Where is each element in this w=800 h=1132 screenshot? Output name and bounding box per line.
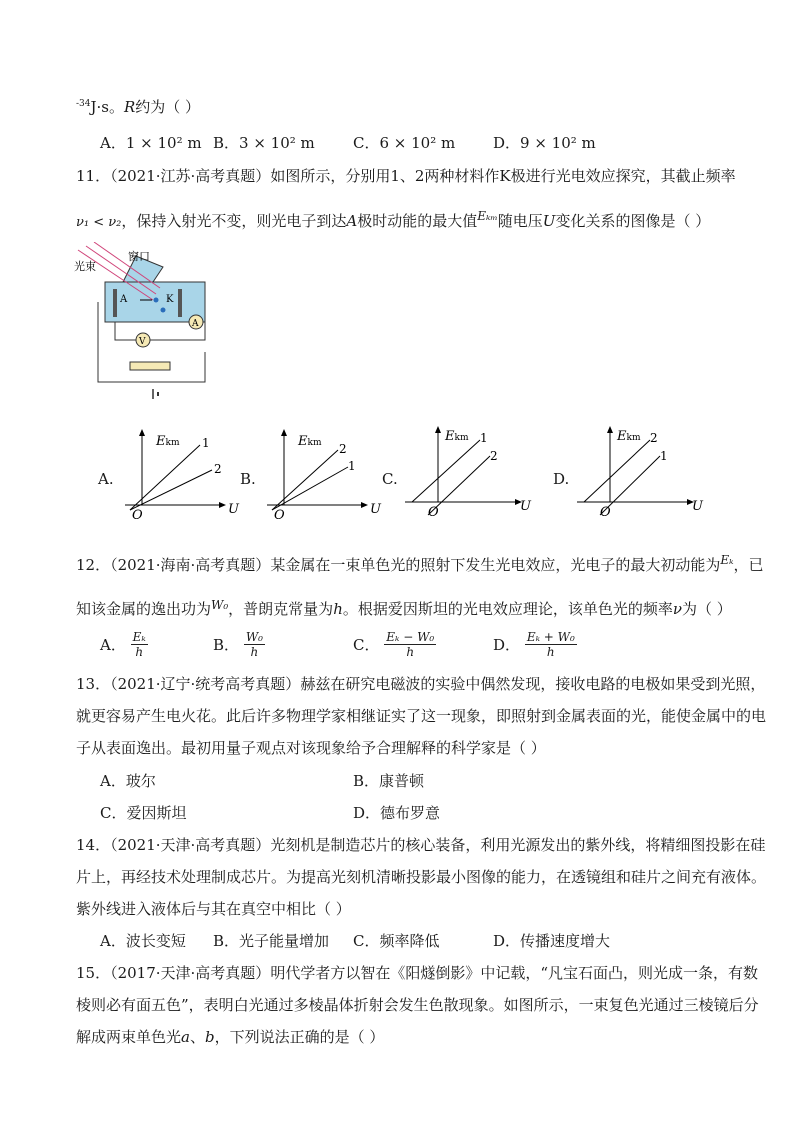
denominator: h	[135, 645, 144, 659]
line-label-bottom: 2	[214, 462, 222, 476]
option-text: 1 × 10² m	[125, 134, 202, 152]
window-label: 窗口	[128, 250, 150, 263]
option-label: B．	[213, 636, 240, 654]
question-source: （2017·天津·高考真题）	[110, 964, 271, 982]
option-text: 光子能量增加	[239, 932, 330, 950]
q14-line3: 紫外线进入液体后与其在真空中相比（ ）	[76, 900, 351, 918]
fraction	[384, 630, 436, 659]
y-label: Ekm	[617, 429, 641, 444]
q13-line3: 子从表面逸出。最初用量子观点对该现象给予合理解释的科学家是（ ）	[76, 739, 546, 757]
line-2	[584, 440, 650, 502]
question-text: 知该金属的逸出功为	[76, 600, 212, 618]
q13-option-b[interactable]	[353, 770, 424, 791]
line-label-bottom: 1	[348, 459, 356, 473]
var-ekm: Eₖₘ	[477, 209, 498, 223]
var-ek: Eₖ	[720, 553, 734, 567]
nu-inequality: ν₁ < ν₂	[76, 215, 122, 230]
q11-option-d-label[interactable]: D.	[553, 470, 570, 488]
fraction	[525, 630, 577, 659]
numerator: Eₖ + W₀	[526, 630, 575, 644]
q15-line3	[76, 1026, 384, 1047]
line-label-bottom: 1	[660, 449, 668, 463]
q15-line1	[76, 962, 758, 983]
option-text: 9 × 10² m	[520, 134, 596, 152]
x-label: U	[692, 499, 703, 514]
q11-line1	[76, 165, 736, 186]
origin-label: O	[428, 505, 439, 520]
q13-line2: 就更容易产生电火花。此后许多物理学家相继证实了这一现象，即照射到金属表面的光，能使金属中的电	[76, 707, 767, 725]
separator: 、	[189, 1028, 205, 1046]
anode-plate	[113, 289, 117, 317]
q14-line2: 片上，再经技术处理制成芯片。为提高光刻机清晰投影最小图像的能力，在透镜组和硅片之间充有液体。	[76, 868, 767, 886]
electron	[161, 308, 166, 313]
denominator: h	[250, 645, 259, 659]
y-label: Ekm	[445, 429, 469, 444]
q12-option-c[interactable]	[353, 630, 436, 659]
q14-option-c[interactable]	[353, 930, 440, 951]
var-a: A	[346, 212, 358, 230]
question-number: 11．	[76, 167, 111, 185]
option-label: C．	[353, 134, 380, 152]
option-label: A．	[100, 134, 126, 152]
var-h: h	[333, 600, 343, 618]
option-text: 波长变短	[125, 932, 186, 950]
option-label: B．	[213, 932, 240, 950]
x-label: U	[520, 499, 531, 514]
var-a: a	[181, 1028, 190, 1046]
option-text: 康普顿	[379, 772, 425, 790]
question-text: 如图所示，分别用1、2两种材料作K极进行光电效应探究，其截止频率	[270, 167, 736, 185]
question-number: 14．	[76, 836, 111, 854]
option-label: B．	[353, 772, 380, 790]
q10-option-b[interactable]	[213, 132, 315, 153]
option-text: 频率降低	[379, 932, 440, 950]
numerator: W₀	[245, 630, 263, 644]
q11-line2	[76, 209, 710, 231]
q13-line1	[76, 673, 765, 694]
line-label-top: 2	[650, 431, 658, 445]
q13-option-d[interactable]	[353, 802, 440, 823]
line-label-top: 1	[202, 436, 210, 450]
var-w0: W₀	[211, 598, 229, 612]
question-text: ，下列说法正确的是（ ）	[214, 1028, 385, 1046]
cathode-plate	[178, 289, 182, 317]
line-label-top: 1	[480, 431, 488, 445]
question-text: 极时动能的最大值	[357, 212, 478, 230]
light-beam-label: 光束	[74, 260, 96, 273]
origin-label: O	[132, 508, 143, 520]
option-label: D．	[493, 134, 521, 152]
q13-option-c[interactable]	[100, 802, 187, 823]
numerator: Eₖ − W₀	[386, 630, 435, 644]
option-label: C．	[353, 932, 380, 950]
option-label: D．	[353, 804, 381, 822]
option-label: A．	[100, 772, 126, 790]
option-text: 3 × 10² m	[239, 134, 315, 152]
question-text: 解成两束单色光	[76, 1028, 182, 1046]
rheostat	[130, 362, 170, 370]
line-label-top: 2	[339, 442, 347, 456]
x-arrow	[219, 502, 226, 508]
line-2	[272, 450, 338, 510]
q14-line1	[76, 834, 765, 855]
option-label: B．	[213, 134, 240, 152]
q12-option-b[interactable]	[213, 630, 265, 659]
question-number: 15．	[76, 964, 111, 982]
option-label: C．	[100, 804, 127, 822]
option-label: A．	[100, 636, 126, 654]
q11-option-c-label[interactable]: C.	[382, 470, 398, 488]
q10-var: R	[123, 98, 136, 116]
option-label: D．	[493, 636, 521, 654]
q10-option-c[interactable]	[353, 132, 455, 153]
question-text: 某金属在一束单色光的照射下发生光电效应，光电子的最大初动能为	[270, 556, 721, 574]
voltmeter-label: V	[139, 337, 146, 347]
y-arrow	[435, 426, 441, 433]
q11-option-b-label[interactable]: B.	[240, 470, 256, 488]
x-arrow	[361, 502, 368, 508]
ammeter-label: A	[192, 319, 199, 329]
option-label: D．	[493, 932, 521, 950]
denominator: h	[546, 645, 555, 659]
var-nu: ν	[672, 600, 682, 618]
graph-b	[262, 425, 382, 520]
y-arrow	[139, 429, 145, 436]
q14-option-b[interactable]	[213, 930, 329, 951]
question-text: ，已	[733, 556, 764, 574]
y-label: Ekm	[298, 434, 322, 449]
q10-question: 约为（ ）	[135, 98, 201, 116]
numerator: Eₖ	[132, 630, 146, 644]
origin-label: O	[600, 505, 611, 520]
q10-option-d[interactable]	[493, 132, 596, 153]
option-label: A．	[100, 932, 126, 950]
question-text: 明代学者方以智在《阳燧倒影》中记载，“凡宝石面凸，则光成一条，有数	[270, 964, 758, 982]
question-text: 变化关系的图像是（ ）	[555, 212, 711, 230]
line-label-bottom: 2	[490, 449, 498, 463]
y-label: Ekm	[156, 434, 180, 449]
option-text: 玻尔	[125, 772, 156, 790]
q14-option-d[interactable]	[493, 930, 610, 951]
var-b: b	[204, 1028, 215, 1046]
question-text: ，普朗克常量为	[228, 600, 334, 618]
question-source: （2021·辽宁·统考高考真题）	[110, 675, 301, 693]
q14-option-a[interactable]	[100, 930, 186, 951]
question-source: （2021·江苏·高考真题）	[110, 167, 271, 185]
q12-option-d[interactable]	[493, 630, 577, 659]
graph-d	[572, 420, 712, 520]
electron	[154, 298, 159, 303]
question-text: 光刻机是制造芯片的核心装备，利用光源发出的紫外线，将精细图投影在硅	[270, 836, 766, 854]
question-text: ，保持入射光不变，则光电子到达	[121, 212, 347, 230]
q10-exponent: -34	[76, 99, 91, 109]
question-text: 为（ ）	[682, 600, 732, 618]
option-text: 6 × 10² m	[379, 134, 456, 152]
q12-line1	[76, 553, 763, 575]
origin-label: O	[274, 508, 285, 520]
q11-option-a-label[interactable]: A.	[98, 470, 114, 488]
cathode-label: K	[166, 294, 174, 305]
option-text: 传播速度增大	[520, 932, 611, 950]
x-label: U	[370, 502, 381, 517]
question-text: 随电压	[497, 212, 543, 230]
line-1	[130, 445, 200, 510]
fraction	[131, 630, 148, 659]
q13-option-a[interactable]	[100, 770, 156, 791]
option-label: C．	[353, 636, 380, 654]
q15-line2: 棱则必有面五色”，表明白光通过多棱晶体折射会发生色散现象。如图所示，一束复色光通过三棱镜后分	[76, 996, 759, 1014]
question-source: （2021·海南·高考真题）	[110, 556, 271, 574]
q12-option-a[interactable]	[100, 630, 148, 659]
question-number: 12．	[76, 556, 111, 574]
photoelectric-apparatus-figure	[68, 242, 218, 402]
var-u: U	[542, 212, 556, 230]
question-source: （2021·天津·高考真题）	[110, 836, 271, 854]
q10-tail	[76, 96, 200, 117]
option-text: 爱因斯坦	[126, 804, 187, 822]
line-1	[412, 440, 480, 502]
x-label: U	[228, 502, 239, 517]
q10-unit: J·s。	[90, 98, 124, 116]
question-text: 赫兹在研究电磁波的实验中偶然发现，接收电路的电极如果受到光照，	[300, 675, 766, 693]
q10-option-a[interactable]	[100, 132, 202, 153]
question-text: 。根据爱因斯坦的光电效应理论，该单色光的频率	[342, 600, 673, 618]
option-text: 德布罗意	[380, 804, 441, 822]
y-arrow	[607, 426, 613, 433]
graph-a	[120, 425, 240, 520]
fraction	[244, 630, 265, 659]
line-1	[272, 467, 348, 510]
anode-label: A	[120, 294, 128, 305]
y-arrow	[281, 429, 287, 436]
graph-c	[400, 420, 540, 520]
question-number: 13．	[76, 675, 111, 693]
denominator: h	[406, 645, 415, 659]
q12-line2	[76, 598, 732, 619]
